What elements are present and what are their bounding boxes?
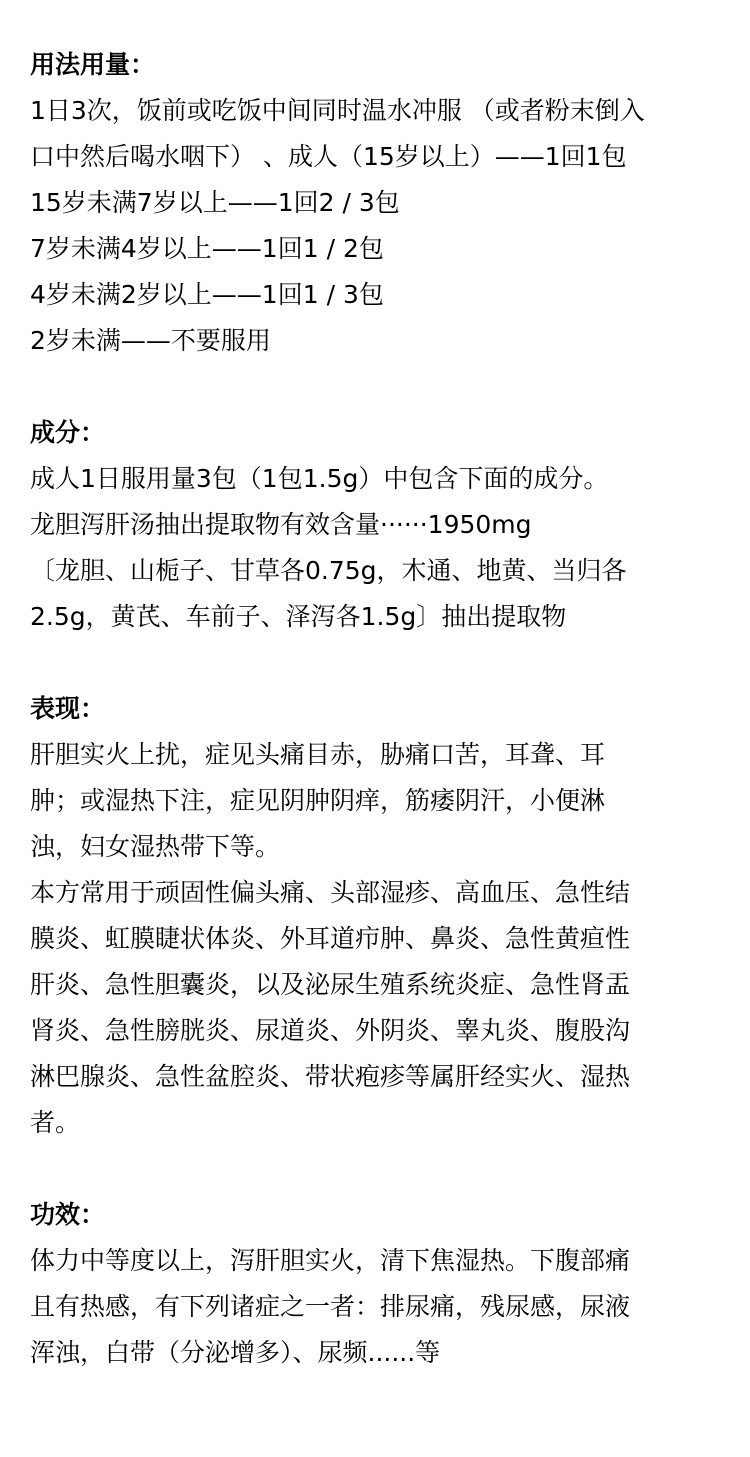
text-line: 2.5g，黄芪、车前子、泽泻各1.5g〕抽出提取物 (30, 602, 567, 631)
section-spacer (30, 1146, 730, 1192)
section-heading-ingredients: 成分： (30, 418, 106, 447)
section-efficacy (30, 1192, 730, 1376)
text-line: 者。 (30, 1108, 81, 1137)
text-line: 龙胆泻肝汤抽出提取物有效含量······1950mg (30, 510, 532, 539)
text-line: 口中然后喝水咽下） 、成人（15岁以上）——1回1包 (30, 142, 627, 171)
section-heading-efficacy: 功效： (30, 1200, 106, 1229)
text-line: 膜炎、虹膜睫状体炎、外耳道疖肿、鼻炎、急性黄疸性 (30, 924, 631, 953)
text-line: 1日3次，饭前或吃饭中间同时温水冲服 （或者粉末倒入 (30, 96, 645, 125)
text-line: 〔龙胆、山栀子、甘草各0.75g，木通、地黄、当归各 (30, 556, 627, 585)
section-spacer (30, 640, 730, 686)
text-line: 且有热感，有下列诸症之一者：排尿痛，残尿感，尿液 (30, 1292, 631, 1321)
text-line: 淋巴腺炎、急性盆腔炎、带状疱疹等属肝经实火、湿热 (30, 1062, 631, 1091)
text-line: 本方常用于顽固性偏头痛、头部湿疹、高血压、急性结 (30, 878, 631, 907)
text-line: 成人1日服用量3包（1包1.5g）中包含下面的成分。 (30, 464, 609, 493)
text-line: 肿；或湿热下注，症见阴肿阴痒，筋痿阴汗，小便淋 (30, 786, 606, 815)
text-line: 4岁未满2岁以上——1回1 / 3包 (30, 280, 384, 309)
section-heading-usage: 用法用量： (30, 50, 156, 79)
section-ingredients (30, 410, 730, 640)
section-heading-symptoms: 表现： (30, 694, 106, 723)
document-page (30, 42, 730, 1376)
text-line: 浑浊，白带（分泌增多）、尿频......等 (30, 1338, 441, 1367)
text-line: 浊，妇女湿热带下等。 (30, 832, 281, 861)
text-line: 7岁未满4岁以上——1回1 / 2包 (30, 234, 384, 263)
text-line: 肾炎、急性膀胱炎、尿道炎、外阴炎、睾丸炎、腹股沟 (30, 1016, 631, 1045)
text-line: 体力中等度以上，泻肝胆实火，清下焦湿热。下腹部痛 (30, 1246, 631, 1275)
text-line: 2岁未满——不要服用 (30, 326, 271, 355)
section-spacer (30, 364, 730, 410)
section-symptoms (30, 686, 730, 1146)
text-line: 肝炎、急性胆囊炎，以及泌尿生殖系统炎症、急性肾盂 (30, 970, 631, 999)
text-line: 15岁未满7岁以上——1回2 / 3包 (30, 188, 400, 217)
section-usage (30, 42, 730, 364)
text-line: 肝胆实火上扰，症见头痛目赤，胁痛口苦，耳聋、耳 (30, 740, 606, 769)
